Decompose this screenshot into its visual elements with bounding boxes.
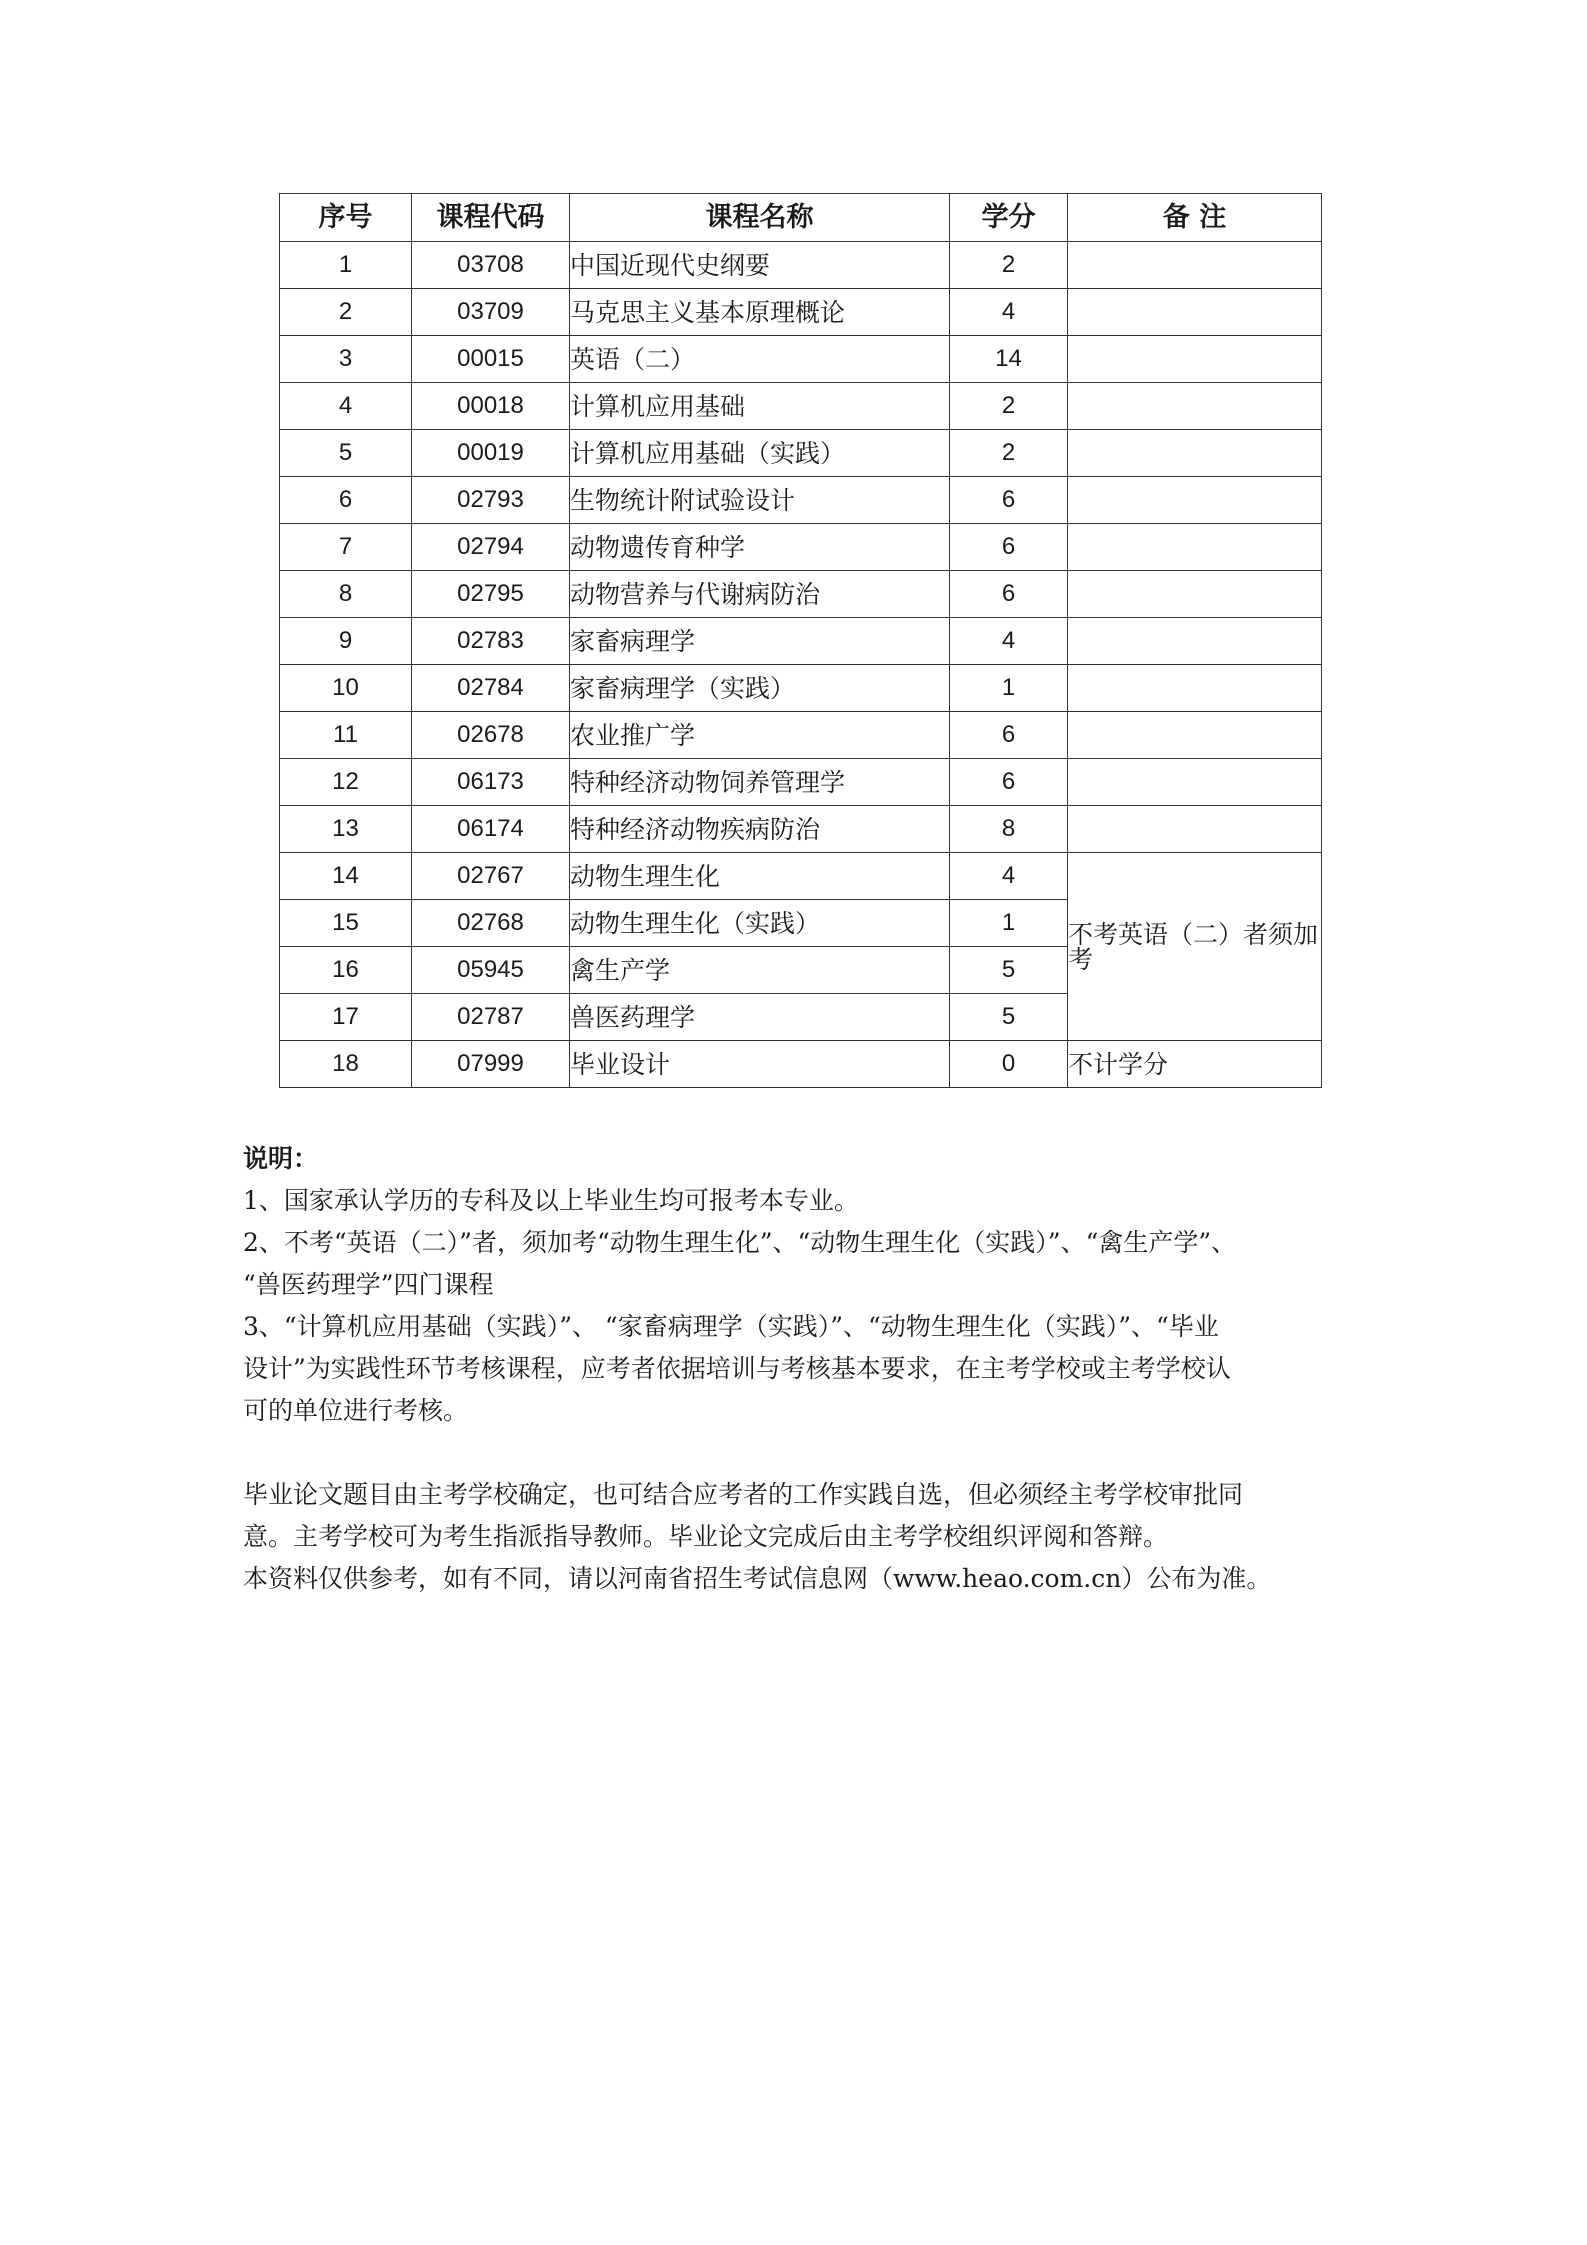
- cell-credit: 1: [950, 900, 1068, 947]
- cell-code: 07999: [412, 1041, 570, 1088]
- table-row: [280, 289, 1322, 336]
- cell-note: [1068, 336, 1322, 383]
- cell-note: [1068, 806, 1322, 853]
- table-row: [280, 430, 1322, 477]
- cell-note: [1068, 242, 1322, 289]
- cell-name: 动物生理生化（实践）: [570, 900, 950, 947]
- cell-note: [1068, 289, 1322, 336]
- cell-no: 8: [280, 571, 412, 618]
- cell-no: 5: [280, 430, 412, 477]
- notes-section: [243, 1138, 1363, 1600]
- cell-credit: 5: [950, 994, 1068, 1041]
- cell-credit: 2: [950, 383, 1068, 430]
- cell-code: 03709: [412, 289, 570, 336]
- cell-note: [1068, 618, 1322, 665]
- note-item-3-line-3: 可的单位进行考核。: [243, 1396, 469, 1425]
- cell-name: 计算机应用基础: [570, 383, 950, 430]
- cell-credit: 5: [950, 947, 1068, 994]
- cell-note: [1068, 477, 1322, 524]
- cell-note: [1068, 524, 1322, 571]
- cell-no: 14: [280, 853, 412, 900]
- cell-no: 6: [280, 477, 412, 524]
- cell-name: 家畜病理学（实践）: [570, 665, 950, 712]
- table-row: [280, 242, 1322, 289]
- notes-heading: 说明：: [243, 1144, 319, 1173]
- table-row: [280, 665, 1322, 712]
- table-row: [280, 477, 1322, 524]
- cell-no: 1: [280, 242, 412, 289]
- cell-credit: 6: [950, 759, 1068, 806]
- cell-no: 3: [280, 336, 412, 383]
- cell-name: 动物营养与代谢病防治: [570, 571, 950, 618]
- cell-no: 12: [280, 759, 412, 806]
- cell-code: 02768: [412, 900, 570, 947]
- note-item-1: 1、国家承认学历的专科及以上毕业生均可报考本专业。: [243, 1186, 859, 1215]
- cell-code: 03708: [412, 242, 570, 289]
- cell-note: [1068, 759, 1322, 806]
- cell-credit: 6: [950, 524, 1068, 571]
- cell-name: 禽生产学: [570, 947, 950, 994]
- table-row: [280, 571, 1322, 618]
- cell-name: 马克思主义基本原理概论: [570, 289, 950, 336]
- cell-credit: 14: [950, 336, 1068, 383]
- cell-credit: 6: [950, 477, 1068, 524]
- cell-note: [1068, 430, 1322, 477]
- note-item-2-line-2: “兽医药理学”四门课程: [243, 1270, 494, 1299]
- cell-code: 02795: [412, 571, 570, 618]
- thesis-paragraph-line-2: 意。主考学校可为考生指派指导教师。毕业论文完成后由主考学校组织评阅和答辩。: [243, 1522, 1169, 1551]
- cell-name: 家畜病理学: [570, 618, 950, 665]
- cell-code: 02784: [412, 665, 570, 712]
- cell-name: 中国近现代史纲要: [570, 242, 950, 289]
- cell-name: 毕业设计: [570, 1041, 950, 1088]
- cell-credit: 1: [950, 665, 1068, 712]
- header-code: 课程代码: [412, 194, 570, 242]
- cell-code: 02787: [412, 994, 570, 1041]
- cell-code: 00018: [412, 383, 570, 430]
- table-row: [280, 383, 1322, 430]
- table-row: [280, 853, 1322, 900]
- header-name: 课程名称: [570, 194, 950, 242]
- disclaimer-paragraph: 本资料仅供参考，如有不同，请以河南省招生考试信息网（www.heao.com.cn）公布为准。: [243, 1564, 1272, 1593]
- cell-no: 4: [280, 383, 412, 430]
- cell-no: 7: [280, 524, 412, 571]
- cell-name: 农业推广学: [570, 712, 950, 759]
- cell-no: 2: [280, 289, 412, 336]
- paragraph-gap: [243, 1432, 1363, 1474]
- table-row: [280, 759, 1322, 806]
- cell-code: 06174: [412, 806, 570, 853]
- cell-credit: 4: [950, 618, 1068, 665]
- cell-credit: 6: [950, 571, 1068, 618]
- table-row: [280, 712, 1322, 759]
- cell-code: 00019: [412, 430, 570, 477]
- cell-code: 02793: [412, 477, 570, 524]
- cell-no: 13: [280, 806, 412, 853]
- cell-note: [1068, 571, 1322, 618]
- cell-credit: 4: [950, 289, 1068, 336]
- cell-name: 兽医药理学: [570, 994, 950, 1041]
- cell-no: 16: [280, 947, 412, 994]
- table-row: [280, 618, 1322, 665]
- cell-name: 生物统计附试验设计: [570, 477, 950, 524]
- course-table: [279, 193, 1322, 1088]
- merged-note-cell: 不考英语（二）者须加考: [1068, 853, 1322, 1041]
- cell-code: 02678: [412, 712, 570, 759]
- note-item-3-line-2: 设计”为实践性环节考核课程，应考者依据培训与考核基本要求，在主考学校或主考学校认: [243, 1354, 1231, 1383]
- cell-name: 动物生理生化: [570, 853, 950, 900]
- cell-credit: 4: [950, 853, 1068, 900]
- cell-code: 06173: [412, 759, 570, 806]
- table-row: [280, 1041, 1322, 1088]
- cell-credit: 6: [950, 712, 1068, 759]
- cell-note: [1068, 383, 1322, 430]
- cell-name: 特种经济动物饲养管理学: [570, 759, 950, 806]
- cell-name: 特种经济动物疾病防治: [570, 806, 950, 853]
- table-row: [280, 806, 1322, 853]
- table-header-row: [280, 194, 1322, 242]
- header-credit: 学分: [950, 194, 1068, 242]
- note-item-2-line-1: 2、不考“英语（二）”者，须加考“动物生理生化”、“动物生理生化（实践）”、“禽生产学”、: [243, 1228, 1237, 1257]
- thesis-paragraph-line-1: 毕业论文题目由主考学校确定，也可结合应考者的工作实践自选，但必须经主考学校审批同: [243, 1480, 1244, 1509]
- cell-credit: 0: [950, 1041, 1068, 1088]
- cell-note: [1068, 665, 1322, 712]
- cell-code: 05945: [412, 947, 570, 994]
- table-row: [280, 336, 1322, 383]
- cell-credit: 2: [950, 242, 1068, 289]
- cell-note-no-credit: 不计学分: [1068, 1041, 1322, 1088]
- cell-no: 17: [280, 994, 412, 1041]
- cell-no: 15: [280, 900, 412, 947]
- cell-name: 英语（二）: [570, 336, 950, 383]
- cell-name: 计算机应用基础（实践）: [570, 430, 950, 477]
- cell-no: 10: [280, 665, 412, 712]
- cell-no: 18: [280, 1041, 412, 1088]
- cell-code: 02767: [412, 853, 570, 900]
- header-note: 备 注: [1068, 194, 1322, 242]
- cell-note: [1068, 712, 1322, 759]
- cell-no: 11: [280, 712, 412, 759]
- cell-code: 02794: [412, 524, 570, 571]
- cell-credit: 8: [950, 806, 1068, 853]
- cell-credit: 2: [950, 430, 1068, 477]
- note-item-3-line-1: 3、“计算机应用基础（实践）”、 “家畜病理学（实践）”、“动物生理生化（实践）”、“毕业: [243, 1312, 1219, 1341]
- header-no: 序号: [280, 194, 412, 242]
- cell-no: 9: [280, 618, 412, 665]
- cell-name: 动物遗传育种学: [570, 524, 950, 571]
- cell-code: 02783: [412, 618, 570, 665]
- cell-code: 00015: [412, 336, 570, 383]
- table-row: [280, 524, 1322, 571]
